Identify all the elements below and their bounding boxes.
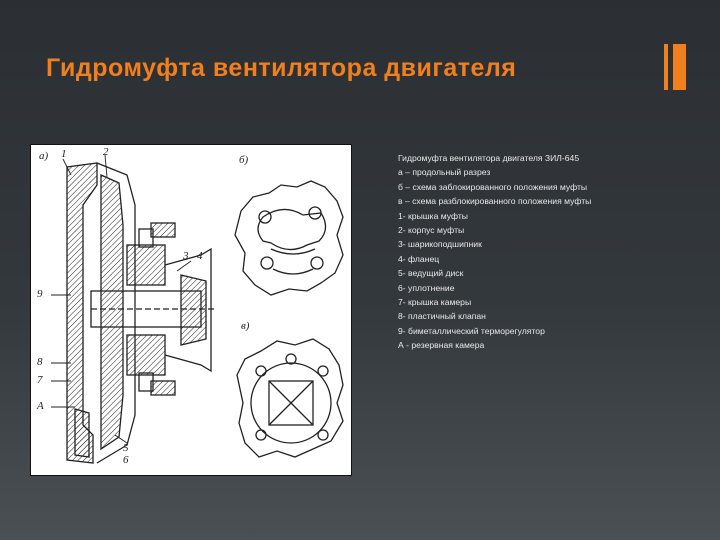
caption-line: Гидромуфта вентилятора двигателя ЗИЛ-645 bbox=[398, 153, 580, 163]
label-1: 1 bbox=[61, 148, 67, 160]
label-2: 2 bbox=[103, 146, 109, 158]
longitudinal-section bbox=[67, 163, 216, 463]
caption-line: 2- корпус муфты bbox=[398, 225, 465, 236]
caption-line: в – схема разблокированного положения муфты bbox=[398, 196, 592, 207]
caption-line: 9- биметаллический терморегулятор bbox=[398, 325, 545, 336]
label-5: 5 bbox=[123, 442, 129, 454]
label-b: б) bbox=[239, 154, 249, 166]
caption-line: 6- уплотнение bbox=[398, 282, 455, 293]
label-3: 3 bbox=[183, 250, 189, 262]
figure-caption bbox=[398, 151, 698, 353]
fan-coupling-drawing bbox=[30, 144, 352, 476]
caption-line: б – схема заблокированного положения муфты bbox=[398, 181, 588, 192]
label-8: 8 bbox=[37, 356, 43, 368]
caption-line: А - резервная камера bbox=[398, 340, 485, 351]
label-7: 7 bbox=[37, 374, 43, 386]
caption-line: 3- шарикоподшипник bbox=[398, 239, 482, 250]
label-6: 6 bbox=[123, 454, 129, 466]
accent-bar-thin bbox=[664, 44, 668, 90]
caption-line: 7- крышка камеры bbox=[398, 297, 472, 308]
caption-line: 5- ведущий диск bbox=[398, 268, 464, 279]
label-4: 4 bbox=[197, 250, 203, 262]
unlocked-position-diagram bbox=[237, 339, 343, 457]
caption-line: 1- крышка муфты bbox=[398, 210, 468, 221]
label-v: в) bbox=[241, 320, 250, 332]
slide-title: Гидромуфта вентилятора двигателя bbox=[46, 54, 517, 82]
technical-drawing-svg bbox=[31, 145, 351, 475]
caption-line: 4- фланец bbox=[398, 253, 440, 264]
accent-bar-thick bbox=[673, 44, 686, 90]
caption-line: а – продольный разрез bbox=[398, 167, 491, 178]
label-A: А bbox=[37, 400, 44, 412]
accent-bar-decoration bbox=[664, 44, 686, 90]
caption-line: 8- пластичный клапан bbox=[398, 311, 486, 322]
locked-position-diagram bbox=[235, 181, 343, 295]
label-9: 9 bbox=[37, 288, 43, 300]
label-a: а) bbox=[39, 150, 49, 162]
